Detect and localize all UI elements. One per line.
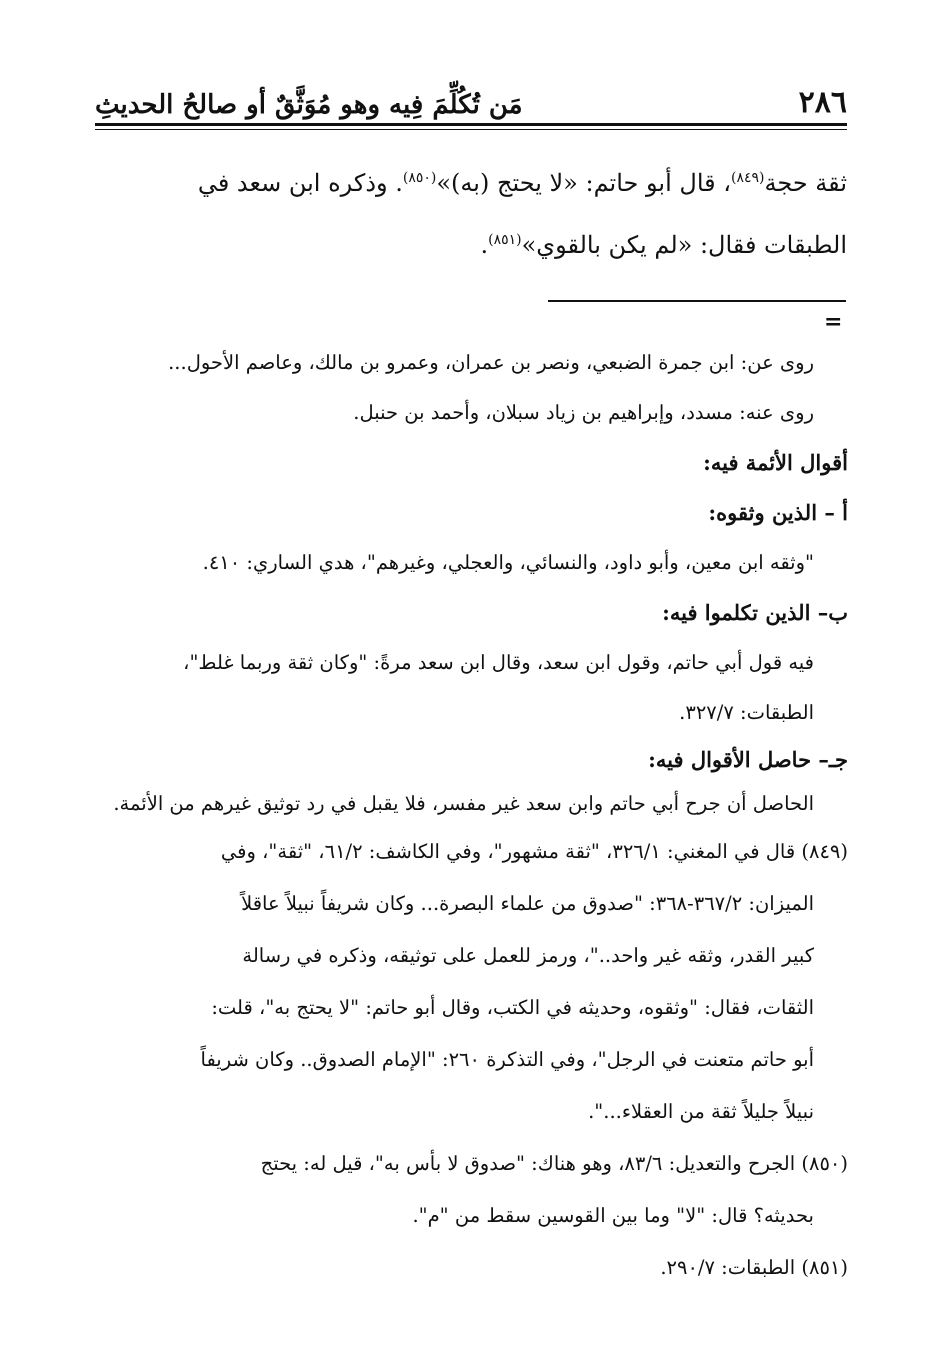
continuation-mark: =: [824, 309, 843, 335]
note-text: الطبقات: ٣٢٧/٧.: [679, 701, 814, 724]
running-title: مَن تُكُلِّمَ فِيه وهو مُوَثَّقٌ أو صالحُ الحديثِ: [95, 90, 523, 120]
main-line-2: الطبقات فقال: «لم يكن بالقوي»$^{(٨٥١)}$.: [480, 231, 847, 259]
page-number: ٢٨٦: [798, 85, 847, 120]
footnote-ref-850: (٨٥٠): [402, 170, 437, 186]
footnote-line: أبو حاتم متعنت في الرجل"، وفي التذكرة ٢٦٠: "الإمام الصدوق.. وكان شريفاً: [200, 1048, 814, 1071]
note-text: فيه قول أبي حاتم، وقول ابن سعد، وقال ابن سعد مرةً: "وكان ثقة وربما غلط"،: [183, 651, 814, 674]
footnote-851: [108, 1242, 848, 1294]
main-text: [130, 152, 847, 276]
main-line-1: ثقة حجة$^{(٨٤٩)}$، قال أبو حاتم: «لا يحتج (به)»$^{(٨٥٠)}$. وذكره ابن سعد في: [197, 169, 847, 197]
footnote-line: (٨٥١) الطبقات: ٢٩٠/٧.: [660, 1256, 848, 1279]
note-text: "وثقه ابن معين، وأبو داود، والنسائي، والعجلي، وغيرهم"، هدي الساري: ٤١٠.: [202, 551, 814, 574]
note-text: الحاصل أن جرح أبي حاتم وابن سعد غير مفسر، فلا يقبل في رد توثيق غيرهم من الأئمة.: [113, 792, 814, 815]
footnote-line: (٨٥٠) الجرح والتعديل: ٨٣/٦، وهو هناك: "صدوق لا بأس به"، قيل له: يحتج: [260, 1152, 848, 1175]
subheading-a: أ – الذين وثقوه:: [708, 500, 848, 525]
footnote-ref-851: (٨٥١): [488, 232, 522, 248]
footnote-line: (٨٤٩) قال في المغني: ٣٢٦/١، "ثقة مشهور"، وفي الكاشف: ٦١/٢، "ثقة"، وفي: [220, 840, 848, 863]
footnote-850: [108, 1138, 848, 1242]
notes-area: [108, 338, 848, 1294]
header-rule: [95, 123, 847, 126]
section-heading: أقوال الأئمة فيه:: [703, 450, 848, 475]
footnote-line: بحديثه؟ قال: "لا" وما بين القوسين سقط من "م".: [412, 1204, 814, 1227]
footnote-849: [108, 826, 848, 1138]
subheading-b: ب– الذين تكلموا فيه:: [662, 600, 848, 625]
subheading-c: جـ– حاصل الأقوال فيه:: [648, 747, 848, 772]
footnote-line: الثقات، فقال: "وثقوه، وحديثه في الكتب، وقال أبو حاتم: "لا يحتج به"، قلت:: [211, 996, 814, 1019]
page-header: [95, 66, 847, 120]
header-rule-thin: [95, 129, 847, 130]
narrated-from-line: روى عن: ابن جمرة الضبعي، ونصر بن عمران، وعمرو بن مالك، وعاصم الأحول...: [168, 351, 814, 374]
footnote-line: نبيلاً جليلاً ثقة من العقلاء...".: [588, 1100, 814, 1123]
narrated-by-line: روى عنه: مسدد، وإبراهيم بن زياد سبلان، وأحمد بن حنبل.: [353, 401, 814, 424]
footnote-line: كبير القدر، وثقه غير واحد.."، ورمز للعمل على توثيقه، وذكره في رسالة: [242, 944, 814, 967]
footnote-separator: [548, 300, 846, 302]
footnote-line: الميزان: ٣٦٧/٢-٣٦٨: "صدوق من علماء البصرة... وكان شريفاً نبيلاً عاقلاً: [241, 892, 814, 915]
footnote-ref-849: (٨٤٩): [730, 170, 765, 186]
